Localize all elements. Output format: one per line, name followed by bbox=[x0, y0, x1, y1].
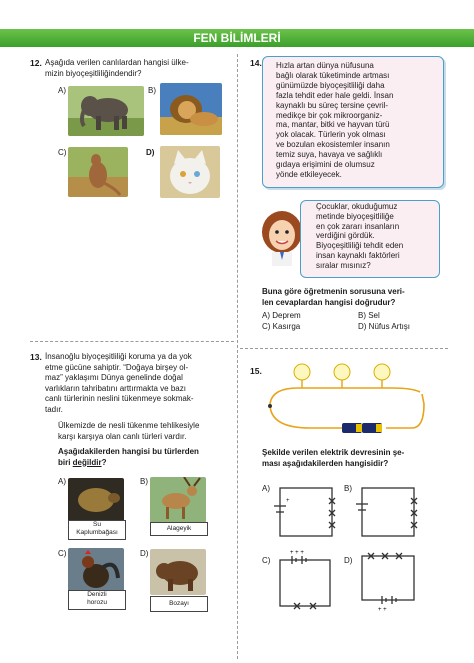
q13-option-d-caption: Bozayı bbox=[150, 596, 208, 612]
q14-question-line: Buna göre öğretmenin sorusuna veri- bbox=[262, 287, 405, 296]
q13-option-c-caption bbox=[68, 590, 126, 610]
q13-text-line: etme gücüne sahiptir. “Doğaya birşey ol- bbox=[45, 362, 189, 372]
q14-option-c[interactable]: C) Kasırga bbox=[262, 322, 301, 331]
caption-line: Kaplumbağası bbox=[76, 529, 118, 536]
q13-number: 13. bbox=[30, 352, 42, 362]
fallow-deer-photo[interactable] bbox=[150, 477, 206, 523]
caption-line: Su bbox=[93, 521, 101, 528]
q13-option-d-label[interactable]: D) bbox=[140, 549, 149, 558]
battery-plus: + bbox=[286, 498, 290, 504]
column-divider bbox=[237, 54, 238, 659]
q13-option-b-caption: Alageyik bbox=[150, 522, 208, 536]
q14-option-d[interactable]: D) Nüfus Artışı bbox=[358, 322, 411, 331]
caption-line: horozu bbox=[87, 599, 107, 606]
bubble-line: fazla tehdit eder hale geldi. İnsan bbox=[276, 90, 394, 100]
q13-option-b-label[interactable]: B) bbox=[140, 477, 148, 486]
teacher-line: metinde biyoçeşitliliğe bbox=[316, 211, 394, 221]
teacher-line: Biyoçeşitliliği tehdit eden bbox=[316, 241, 404, 251]
q14-option-a[interactable]: A) Deprem bbox=[262, 311, 301, 320]
q13-paragraph2 bbox=[58, 421, 238, 442]
caption-line: Denizli bbox=[87, 591, 107, 598]
q13-option-c-label[interactable]: C) bbox=[58, 549, 67, 558]
teacher-line: en çok zararı insanların bbox=[316, 221, 400, 231]
q13-option-a-caption bbox=[68, 520, 126, 540]
teacher-avatar bbox=[260, 210, 304, 266]
q13-question-line: Aşağıdakilerden hangisi bu türlerden bbox=[58, 447, 199, 456]
q15-option-a-label[interactable]: A) bbox=[262, 484, 270, 493]
q14-option-b[interactable]: B) Sel bbox=[358, 311, 380, 320]
q14-question-line: len cevaplardan hangisi doğrudur? bbox=[262, 297, 396, 307]
teacher-line: insan kaynaklı faktörleri bbox=[316, 250, 400, 260]
section-divider-left bbox=[30, 341, 234, 342]
q13-option-a-label[interactable]: A) bbox=[58, 477, 66, 486]
q12-option-d-label[interactable]: D) bbox=[146, 148, 155, 157]
circuit-option-a[interactable] bbox=[272, 484, 338, 540]
brown-bear-photo[interactable] bbox=[150, 549, 206, 595]
bubble-line: Hızla artan dünya nüfusuna bbox=[276, 61, 374, 70]
bubble-line: yok olacak. Türlerin yok olması bbox=[276, 130, 386, 140]
bubble-line: gıdaya erişimini de olumsuz bbox=[276, 160, 375, 170]
bubble-line: bağlı olarak tüketiminde artması bbox=[276, 70, 390, 80]
lion-photo[interactable] bbox=[160, 83, 222, 135]
page-title: FEN BİLİMLERİ bbox=[193, 31, 281, 45]
q13-text-line: maz” yaklaşımı Dünya genelinde doğal bbox=[45, 373, 183, 382]
q15-question-line: Şekilde verilen elektrik devresinin şe- bbox=[262, 448, 405, 457]
q13-paragraph1 bbox=[45, 352, 235, 415]
q12-option-b-label[interactable]: B) bbox=[148, 86, 156, 95]
q13-text-line: tadır. bbox=[45, 404, 63, 414]
circuit-option-d[interactable] bbox=[356, 548, 420, 612]
svg-text:+ +: + + bbox=[378, 607, 387, 612]
kangaroo-photo[interactable] bbox=[68, 147, 128, 197]
svg-text:+ + +: + + + bbox=[290, 550, 304, 556]
elephant-photo[interactable] bbox=[68, 86, 144, 136]
q15-option-c-label[interactable]: C) bbox=[262, 556, 271, 565]
section-divider-right bbox=[240, 348, 448, 349]
teacher-speech-text bbox=[316, 202, 436, 271]
q14-number: 14. bbox=[250, 58, 262, 68]
q13-text-line: karşı karşıya olan canlı türleri vardır. bbox=[58, 431, 187, 441]
van-cat-photo[interactable] bbox=[160, 146, 220, 198]
q13-question-line: biri değildir? bbox=[58, 457, 107, 467]
teacher-line: sıralar mısınız? bbox=[316, 260, 371, 270]
info-bubble-text bbox=[276, 61, 436, 180]
q13-text-line: varlıkların tahribatını arttırmakta ve bazı bbox=[45, 383, 186, 393]
teacher-line: verdiğini gördük. bbox=[316, 231, 375, 241]
q15-option-d-label[interactable]: D) bbox=[344, 556, 353, 565]
bubble-line: temiz suya, havaya ve sağlıklı bbox=[276, 150, 383, 160]
rooster-photo[interactable] bbox=[68, 548, 124, 596]
bubble-line: ma, mantar, bitki ve hayvan türü bbox=[276, 120, 390, 130]
circuit-illustration bbox=[262, 362, 432, 440]
bubble-line: kaynaklı bu süreç tersine çevril- bbox=[276, 100, 389, 110]
q15-number: 15. bbox=[250, 366, 262, 376]
q13-text-line: canlı türlerinin neslini tükenmeye sokmak- bbox=[45, 394, 194, 403]
bubble-line: ve bozulan ekosistemler insanın bbox=[276, 140, 390, 150]
q12-text-line: Aşağıda verilen canlılardan hangisi ülke- bbox=[45, 58, 189, 67]
q15-option-b-label[interactable]: B) bbox=[344, 484, 352, 493]
q12-text-line: mizin biyoçeşitliliğindendir? bbox=[45, 68, 142, 78]
q12-option-a-label[interactable]: A) bbox=[58, 86, 66, 95]
q13-text-line: Ülkemizde de nesli tükenme tehlikesiyle bbox=[58, 421, 200, 430]
q12-option-c-label[interactable]: C) bbox=[58, 148, 67, 157]
q14-question bbox=[262, 287, 442, 308]
q13-question bbox=[58, 447, 238, 468]
q12-number: 12. bbox=[30, 58, 42, 68]
q15-question-line: ması aşağıdakilerden hangisidir? bbox=[262, 458, 389, 468]
circuit-option-c[interactable] bbox=[274, 548, 336, 610]
bubble-line: yönde etkileyecek. bbox=[276, 169, 342, 179]
q12-text bbox=[45, 58, 235, 79]
bubble-line: günümüzde biyoçeşitliliği daha bbox=[276, 80, 385, 90]
q13-text-line: İnsanoğlu biyoçeşitliliği koruma ya da yok bbox=[45, 352, 192, 361]
teacher-line: Çocuklar, okuduğumuz bbox=[316, 202, 398, 211]
circuit-option-b[interactable] bbox=[354, 484, 420, 540]
q15-question bbox=[262, 448, 442, 469]
q13-emphasis: değildir bbox=[72, 457, 102, 467]
bubble-line: medikçe bir çok mikroorganiz- bbox=[276, 110, 383, 120]
